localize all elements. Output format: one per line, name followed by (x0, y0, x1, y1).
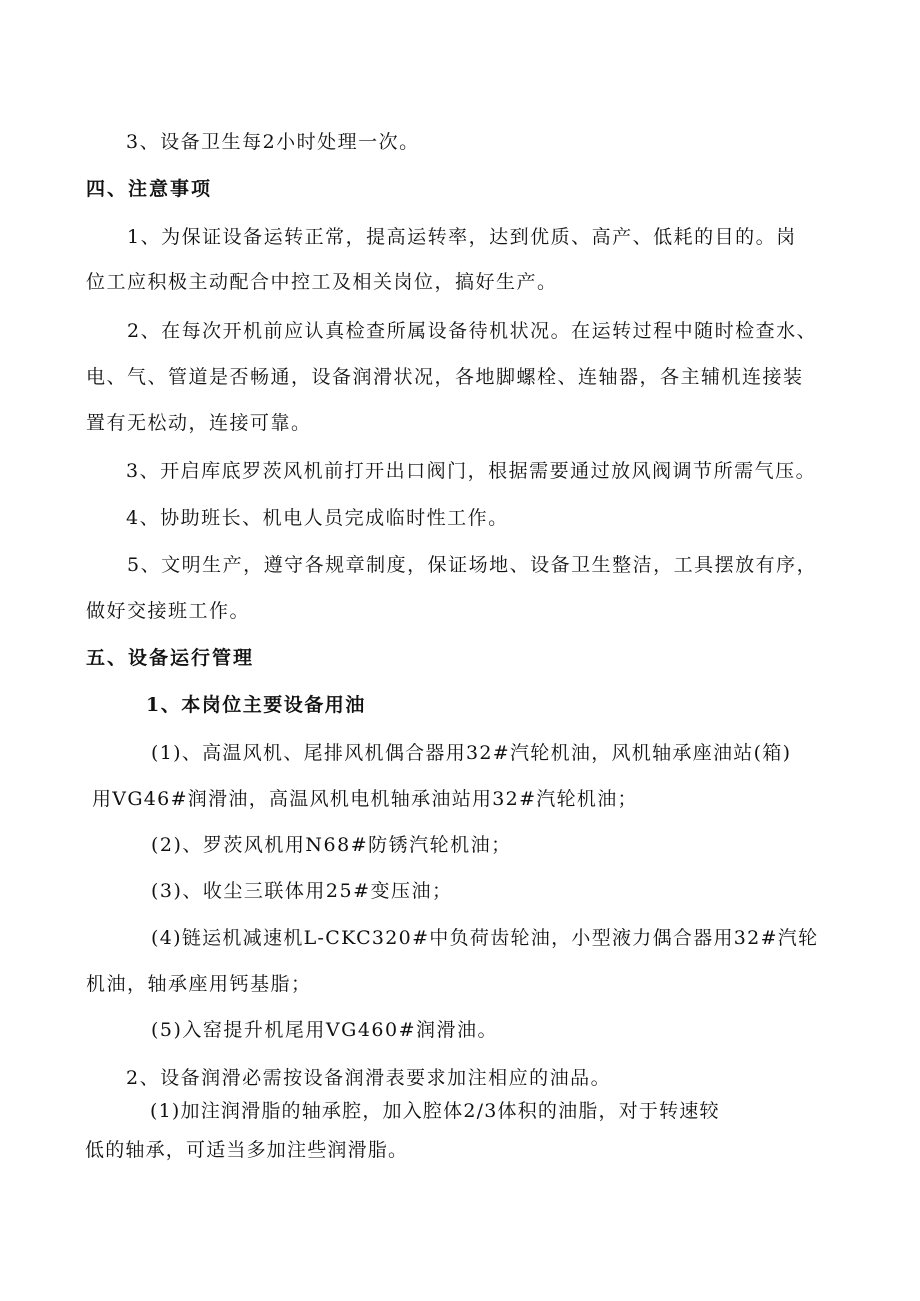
oil-item4-line2: 机油，轴承座用钙基脂； (86, 973, 312, 995)
oil-item5: (5)入窑提升机尾用VG460#润滑油。 (151, 1019, 498, 1041)
section4-heading: 四、注意事项 (86, 178, 213, 200)
section4-item5-line2: 做好交接班工作。 (86, 600, 251, 622)
lube-item1-line2: 低的轴承，可适当多加注些润滑脂。 (85, 1139, 409, 1161)
section4-item5-line1: 5、文明生产，遵守各规章制度，保证场地、设备卫生整洁，工具摆放有序， (127, 554, 818, 576)
section5-sub2-text: 2、设备润滑必需按设备润滑表要求加注相应的油品。 (126, 1067, 612, 1089)
section4-item4: 4、协助班长、机电人员完成临时性工作。 (126, 507, 509, 529)
section4-item2-line3: 置有无松动，连接可靠。 (86, 412, 312, 434)
section4-item3: 3、开启库底罗茨风机前打开出口阀门，根据需要通过放风阀调节所需气压。 (126, 460, 817, 482)
oil-item4-line1: (4)链运机减速机L-CKC320#中负荷齿轮油，小型液力偶合器用32#汽轮 (151, 927, 819, 949)
lube-item1-line1: (1)加注润滑脂的轴承腔，加入腔体2/3体积的油脂，对于转速较 (150, 1100, 720, 1122)
oil-item3: (3)、收尘三联体用25#变压油； (151, 880, 453, 902)
oil-item1-line2: 用VG46#润滑油，高温风机电机轴承油站用32#汽轮机油； (92, 788, 638, 810)
section4-item2-line2: 电、气、管道是否畅通，设备润滑状况，各地脚螺栓、连轴器，各主辅机连接装 (86, 366, 804, 388)
oil-item2: (2)、罗茨风机用N68#防锈汽轮机油； (151, 834, 512, 856)
section4-item2-line1: 2、在每次开机前应认真检查所属设备待机状况。在运转过程中随时检查水、 (127, 320, 818, 342)
section4-item1-line2: 位工应积极主动配合中控工及相关岗位，搞好生产。 (86, 271, 558, 293)
section3-item3: 3、设备卫生每2小时处理一次。 (126, 131, 420, 153)
section5-heading: 五、设备运行管理 (86, 647, 255, 669)
oil-item1-line1: (1)、高温风机、尾排风机偶合器用32#汽轮机油，风机轴承座油站(箱) (151, 742, 792, 764)
section5-sub1-heading: 1、本岗位主要设备用油 (146, 694, 366, 716)
section4-item1-line1: 1、为保证设备运转正常，提高运转率，达到优质、高产、低耗的目的。岗 (127, 226, 797, 248)
